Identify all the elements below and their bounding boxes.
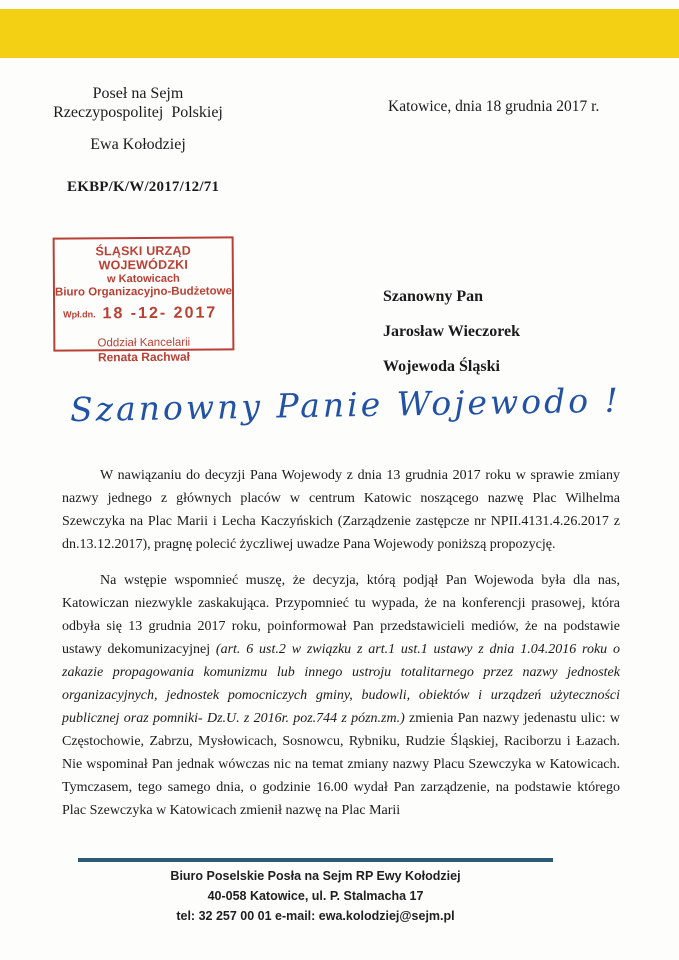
stamp-received-row <box>55 304 232 323</box>
paragraph-1: W nawiązaniu do decyzji Pana Wojewody z dnia 13 grudnia 2017 roku w sprawie zmiany nazwy jednego z głównych placów w centrum Katowic noszącego nazwę Plac Wilhelma Szewczyka na Plac Marii i Lecha Kaczyńskich (Zarządzenie zastępcze nr NPII.4131.4.26.2017 z dn.13.12.2017), pragnę polecić życzliwej uwadze Pana Wojewody poniższą propozycję. <box>62 468 620 552</box>
footer-divider-rule <box>78 858 553 862</box>
stamp-bureau: Biuro Organizacyjno-Budżetowe <box>54 285 233 299</box>
sender-name: Ewa Kołodziej <box>90 136 186 153</box>
stamp-received-label: Wpł.dn. <box>63 309 96 320</box>
yellow-banner <box>0 9 679 58</box>
addressee-name: Jarosław Wieczorek <box>383 323 521 340</box>
paragraph-2 <box>62 569 620 822</box>
stamp-office-city: w Katowicach <box>106 272 180 286</box>
paragraph-2-segment-normal: zmienia Pan nazwy jedenastu ulic: w Częstochowie, Zabrzu, Mysłowicach, Sosnowcu, Rybniku, Rudzie Śląskiej, Raciborzu i Łazach. Nie wspominał Pan jednak wówczas nic na temat zmiany nazwy Placu Szewczyka w Katowicach. Tymczasem, tego samego dnia, o godzinie 16.00 wydał Pan zarządzenie, na podstawie którego Plac Szewczyka w Katowicach zmienił nazwę na Plac Marii <box>62 711 620 818</box>
addressee-salutation: Szanowny Pan <box>383 288 484 305</box>
footer-contact: tel: 32 257 00 01 e-mail: ewa.kolodziej@sejm.pl <box>176 909 455 923</box>
footer-office-name: Biuro Poselskie Posła na Sejm RP Ewy Kołodziej <box>170 869 461 883</box>
stamp-clerk-name: Renata Rachwał <box>97 349 191 365</box>
footer-block <box>78 866 553 926</box>
sender-title-line1: Poseł na Sejm <box>92 85 184 102</box>
footer-address: 40-058 Katowice, ul. P. Stalmacha 17 <box>207 889 424 903</box>
reference-number: EKBP/K/W/2017/12/71 <box>67 179 220 195</box>
handwritten-greeting: Szanowny Panie Wojewodo ! <box>69 380 622 430</box>
sender-title-line2: Rzeczypospolitej Polskiej <box>53 104 223 121</box>
stamp-department: Oddział Kancelarii <box>97 336 191 350</box>
letter-body <box>62 464 620 822</box>
paragraph-2-segment-italic: (art. 6 ust.2 w związku z art.1 ust.1 ustawy z dnia 1.04.2016 roku o zakazie propagowania komunizmu lub innego ustroju totalitarnego przez nazwy jednostek organizacyjnych, jednostek pomocniczych gminy, budowli, obiektów i urządzeń użyteczności publicznej oraz pomniki- Dz.U. z 2016r. poz.744 z pózn.zm.) <box>62 642 620 726</box>
registry-stamp <box>53 236 235 365</box>
stamp-office-name: ŚLĄSKI URZĄD WOJEWÓDZKI <box>95 243 191 273</box>
dateline: Katowice, dnia 18 grudnia 2017 r. <box>388 98 600 115</box>
sender-block <box>38 84 238 154</box>
stamp-received-date: 18 -12- 2017 <box>102 304 218 323</box>
addressee-block <box>383 279 520 384</box>
paragraph-2-segment-normal: Na wstępie wspomnieć muszę, że decyzja, którą podjął Pan Wojewoda była dla nas, Katowiczan niezwykle zaskakująca. Przypomnieć tu wypada, że na konferencji prasowej, która odbyła się 13 grudnia 2017 roku, poinformował Pan przedstawicieli mediów, że na podstawie ustawy dekomunizacyjnej <box>62 573 620 657</box>
addressee-title: Wojewoda Śląski <box>383 358 500 375</box>
